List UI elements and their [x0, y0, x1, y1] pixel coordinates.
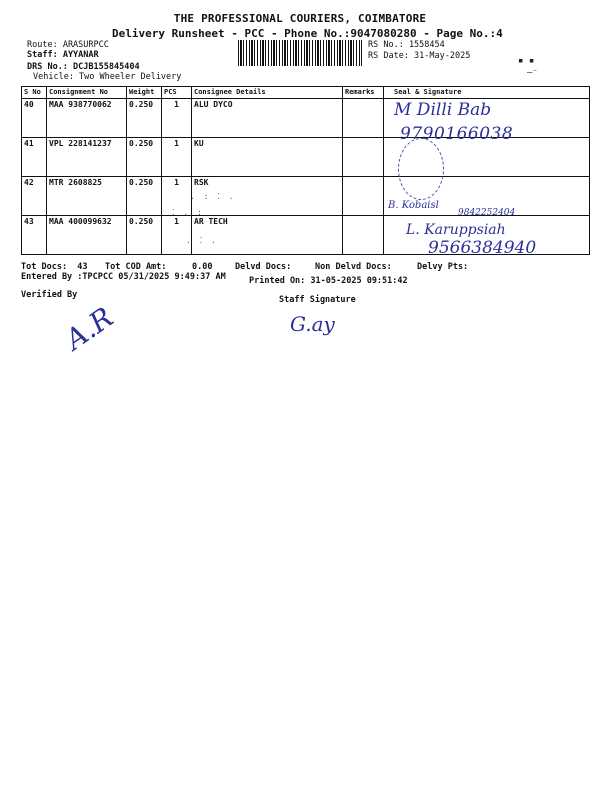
staff-signature-label: Staff Signature: [279, 295, 356, 305]
consignment-cell: MAA 938770062: [47, 99, 127, 138]
staff-label: Staff: AYYANAR: [27, 50, 99, 60]
weight-cell: 0.250: [127, 177, 162, 216]
consignee-cell: KU: [192, 138, 343, 177]
pcs-cell: 1: [162, 177, 192, 216]
weight-cell: 0.250: [127, 138, 162, 177]
consignee-cell: ALU DYCO: [192, 99, 343, 138]
handwritten-signature-43: L. Karuppsiah: [406, 222, 506, 238]
weight-cell: 0.250: [127, 216, 162, 255]
scan-dots: . ⁚ .: [186, 236, 218, 245]
non-delivered-docs: Non Delvd Docs:: [315, 262, 392, 272]
consignment-cell: VPL 228141237: [47, 138, 127, 177]
drs-number: DRS No.: DCJB155845404: [27, 62, 140, 72]
weight-cell: 0.250: [127, 99, 162, 138]
pcs-cell: 1: [162, 216, 192, 255]
document-title: THE PROFESSIONAL COURIERS, COIMBATORE: [173, 12, 427, 25]
vehicle-label: Vehicle: Two Wheeler Delivery: [33, 72, 182, 82]
page-number: 4: [496, 27, 503, 40]
remarks-cell: [343, 99, 384, 138]
subtitle-prefix: Delivery Runsheet - PCC - Phone No.:: [112, 27, 351, 40]
consignee-cell: AR TECH: [192, 216, 343, 255]
col-header: Remarks: [343, 87, 384, 99]
verified-signature: A.R: [59, 300, 120, 357]
total-cod-amount: Tot COD Amt: 0.00: [105, 262, 213, 272]
delivered-docs: Delvd Docs:: [235, 262, 292, 272]
remarks-cell: [343, 177, 384, 216]
handwritten-signature-40: M Dilli Bab: [394, 100, 492, 120]
sno-cell: 42: [22, 177, 47, 216]
staff-signature: G.ay: [290, 312, 335, 336]
handwritten-phone-43: 9566384940: [428, 238, 537, 258]
page-label: - Page No.:: [416, 27, 497, 40]
phone-number: 9047080280: [350, 27, 417, 40]
handwritten-phone-40: 9790166038: [400, 124, 514, 144]
seal-stamp-icon: [398, 138, 444, 200]
rs-number: RS No.: 1558454: [368, 40, 445, 50]
col-header: Consignee Details: [192, 87, 343, 99]
scan-dots: . : ⁚ .: [190, 192, 236, 201]
scan-mark: –⁻: [527, 68, 538, 78]
handwritten-phone-42: 9842252404: [458, 208, 516, 218]
printed-on: Printed On: 31-05-2025 09:51:42: [249, 276, 408, 286]
remarks-cell: [343, 138, 384, 177]
total-docs: Tot Docs: 43: [21, 262, 88, 272]
pcs-cell: 1: [162, 99, 192, 138]
barcode: [238, 40, 362, 66]
verified-by-label: Verified By: [21, 290, 78, 300]
sno-cell: 43: [22, 216, 47, 255]
handwritten-signature-42: B. Kobaisl: [388, 200, 439, 211]
consignee-cell: RSK: [192, 177, 343, 216]
pcs-cell: 1: [162, 138, 192, 177]
col-header: S No: [22, 87, 47, 99]
col-header: Seal & Signature: [384, 87, 590, 99]
col-header: Consignment No: [47, 87, 127, 99]
entered-by: Entered By :TPCPCC 05/31/2025 9:49:37 AM: [21, 272, 226, 282]
scan-mark: ▪ ▪: [518, 56, 535, 66]
rs-date: RS Date: 31-May-2025: [368, 51, 471, 61]
sno-cell: 41: [22, 138, 47, 177]
remarks-cell: [343, 216, 384, 255]
consignment-cell: MTR 2608825: [47, 177, 127, 216]
delivery-points: Delvy Pts:: [417, 262, 469, 272]
route-label: Route: ARASURPCC: [27, 40, 109, 50]
scan-dots: ⁚ . :: [172, 208, 204, 217]
col-header: PCS: [162, 87, 192, 99]
table-header-row: [22, 87, 590, 99]
runsheet-subtitle: [112, 27, 503, 40]
col-header: Weight: [127, 87, 162, 99]
consignment-cell: MAA 400099632: [47, 216, 127, 255]
sno-cell: 40: [22, 99, 47, 138]
